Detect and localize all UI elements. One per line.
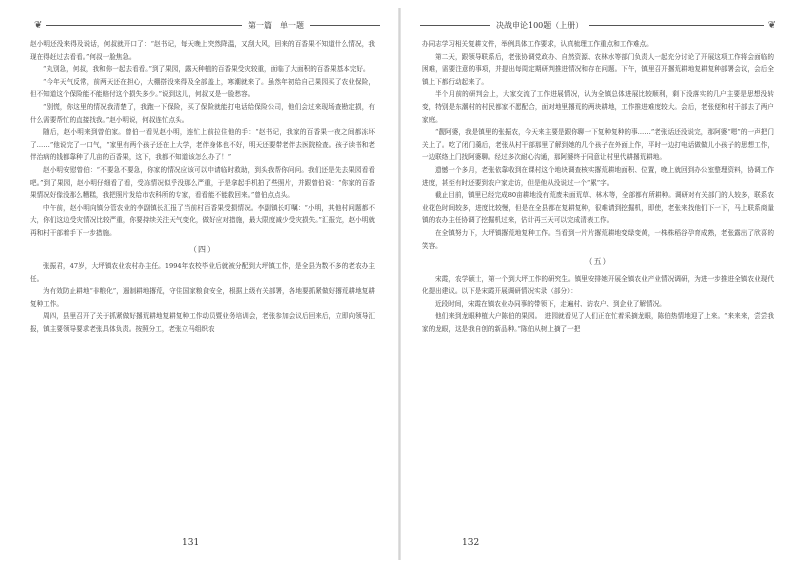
paragraph: “丸别急，何叔，我和你一起去看看。”到了果园，露天种植的百香果受灾较重，面临了大面积的百香果基本完好。 bbox=[43, 65, 370, 74]
header-rule bbox=[420, 25, 490, 26]
paragraph: 为有效防止耕地“非粮化”，遏制耕地撂荒，守住国家粮食安全，根据上级有关部署，各地要抓紧做好撂荒耕地复耕复种工作。 bbox=[30, 287, 375, 308]
left-header-title: 第一篇 单一题 bbox=[248, 21, 304, 30]
paragraph: 半个月前的研判会上，大家交流了工作进展情况，认为全镇总体进展比较顺利，剩下没落实的几户主要是思想没转变，特别是东潮村的村民都家不愿配合，面对地里撂荒的两块耕地，工作推进难度较大。会后，老张便和村干部去了两户家庭。 bbox=[422, 90, 774, 124]
paragraph: “别慌，你这里的情况我清楚了，我跑一下保险，买了保险就能打电话给保险公司，他们会过来现场查勘定损，有什么需要帮忙的直接找我。”赵小明说，何叔连忙点头。 bbox=[30, 102, 375, 124]
leaf-ornament-icon: ❦ bbox=[767, 20, 776, 31]
header-rule bbox=[310, 25, 380, 26]
paragraph: 遗憾一个多月，老张依靠收到在课村这个地块调查核实撂荒耕地面积、位置，晚上就回到办公室整理资料，协调工作进度，甚至有时还要到农户家走访，但是他从没说过一个“累”字。 bbox=[422, 165, 774, 187]
right-page-number: 132 bbox=[462, 538, 480, 548]
left-page-header bbox=[30, 20, 380, 31]
paragraph: 赵小明还没来得及说话，何叔就开口了：“赵书记，每天晚上突然降温，又刮大风，回来的百香果不知道什么情况，我现在得赶过去看看。”何叔一脸焦急。 bbox=[30, 40, 375, 61]
leaf-ornament-icon: ❦ bbox=[34, 20, 43, 31]
header-rule bbox=[46, 25, 242, 26]
section-heading: （五） bbox=[584, 257, 612, 267]
paragraph: “今年天气反常，前两天还在担心，大棚搭没来得及全部盖上，寒潮就来了。虽然年初给自己果园买了农业保险，但不知道这个保险能不能赔付这个损失多少。”说到这儿，何叔又是一脸愁容。 bbox=[30, 77, 375, 99]
paragraph: 中午前，赵小明向镇分管农业的李副镇长汇报了当前村百香果受损情况。李副镇长叮嘱：“小明，其他村问题都不大，你们这边受灾情况比较严重，你要持续关注天气变化，做好应对措施，最大限度减少受灾损失。”汇报完，赵小明就再和村干部着手下一步措施。 bbox=[30, 203, 375, 237]
paragraph: 张振君，47岁，大坪镇农业农村办主任。1994年农校毕业后就被分配到大坪镇工作，是全县为数不多的老农办主任。 bbox=[30, 262, 375, 283]
paragraph: 赵小明安慰曾伯：“不要急不要急，你家的情况应该可以申请临时救助，到头我帮你问问。我们还是先去果园看看吧。”到了果园，赵小明仔细看了看，受冻情况似乎没那么严重，于是拿起手机拍了些照片，并跟曾伯说：“你家的百香果情况好像没那么糟糕，我把照片发给市农科所的专家，看看能不能救回来。”曾伯点点头。 bbox=[30, 165, 375, 200]
right-page bbox=[400, 0, 800, 566]
header-rule bbox=[589, 25, 763, 26]
paragraph: 他们来到龙眼种植大户陈伯的果园。 进园就看见了人们正在忙着采摘龙眼，陈伯热情地迎了上来。“来来来，尝尝我家的龙眼，这是我自创的新品种。”陈伯从树上摘了一把 bbox=[422, 312, 774, 334]
paragraph: 周四，县里召开了关于抓紧做好撂荒耕地复耕复种工作动员暨业务培训会，老张参加会议后回来后，立即向领导汇报，镇主要领导要求老张具体负责。按照分工，老张立马组织农 bbox=[30, 312, 375, 334]
paragraph: 办同志学习相关复耕文件，举例具体工作要求，认真梳理工作重点和工作难点。 bbox=[422, 40, 653, 48]
paragraph: 宋霞，农学硕士，第一个到大坪工作的研究生。镇里安排她开展全镇农业产业情况调研，为进一步推进全镇农业现代化提出建议。以下是宋霞开展调研情况实录（部分）： bbox=[422, 274, 774, 296]
paragraph: 在全镇努力下，大坪镇撂荒地复种工作。当看到一片片撂荒耕地变绿变黄，一株株稻谷孕育成熟，老张露出了欣喜的笑容。 bbox=[422, 228, 774, 250]
right-page-body bbox=[422, 38, 774, 336]
section-heading: （四） bbox=[189, 244, 216, 254]
left-page-body bbox=[30, 38, 375, 336]
right-header-title: 决战申论100题（上册） bbox=[496, 21, 584, 30]
paragraph: 随后，赵小明来到曾伯家。曾伯一看见赵小明，连忙上前拉住他的手：“赵书记，我家的百香果一夜之间都冻坏了……”他说完了一口气，“家里有两个孩子还在上大学，老伴身体也不好，明天还要带老伴去医院检查。孩子读书和老伴治病的钱都靠种了几亩的百香果，这下，我都不知道该怎么办了！” bbox=[30, 128, 375, 162]
paragraph: “靓阿婆，我是镇里的张振农，今天来主要是跟你聊一下复种复种的事……”老张话还没说完，那阿婆“嗯”的一声把门关上了。吃了闭门羹后，老张从村干部那里了解到她的几个孩子在外面上作，平时一边打电话做做儿小孩子的思想工作，一边联络上门找阿婆聊。经过多次耐心沟通，那阿婆终于同意让村里代耕撂荒耕地。 bbox=[422, 128, 774, 162]
paragraph: 第二天，跟领导联系后，老张协调党政办、自然资源、农林水等部门负责人一起充分讨论了开展这项工作将会面临的困难，需要注意的事项，并提出每周定期研判推进情况和存在问题。下午，镇里召开撂荒耕地复耕复种部署会议，会后全镇上下都行动起来了。 bbox=[422, 52, 774, 86]
paragraph: 截止目前，镇里已经完成80亩耕地没有荒废未面荒草、林木等，全部都有所耕种。调研对有关部门的人较多，联系农业花色时间较多，进度比较慢，但是在全县都在复耕复种，很难请到挖掘机，即使，老张来找他们下一下，马上联系商量镇的农办主任协调了挖掘机过来，估计再三天可以完成清表工作。 bbox=[422, 191, 774, 225]
paragraph: 近段时间，宋霞在镇农业办同事的带领下，走遍村、访农户、到企业了解情况。 bbox=[435, 299, 666, 308]
right-page-header bbox=[420, 20, 780, 31]
left-page-number: 131 bbox=[182, 538, 200, 548]
